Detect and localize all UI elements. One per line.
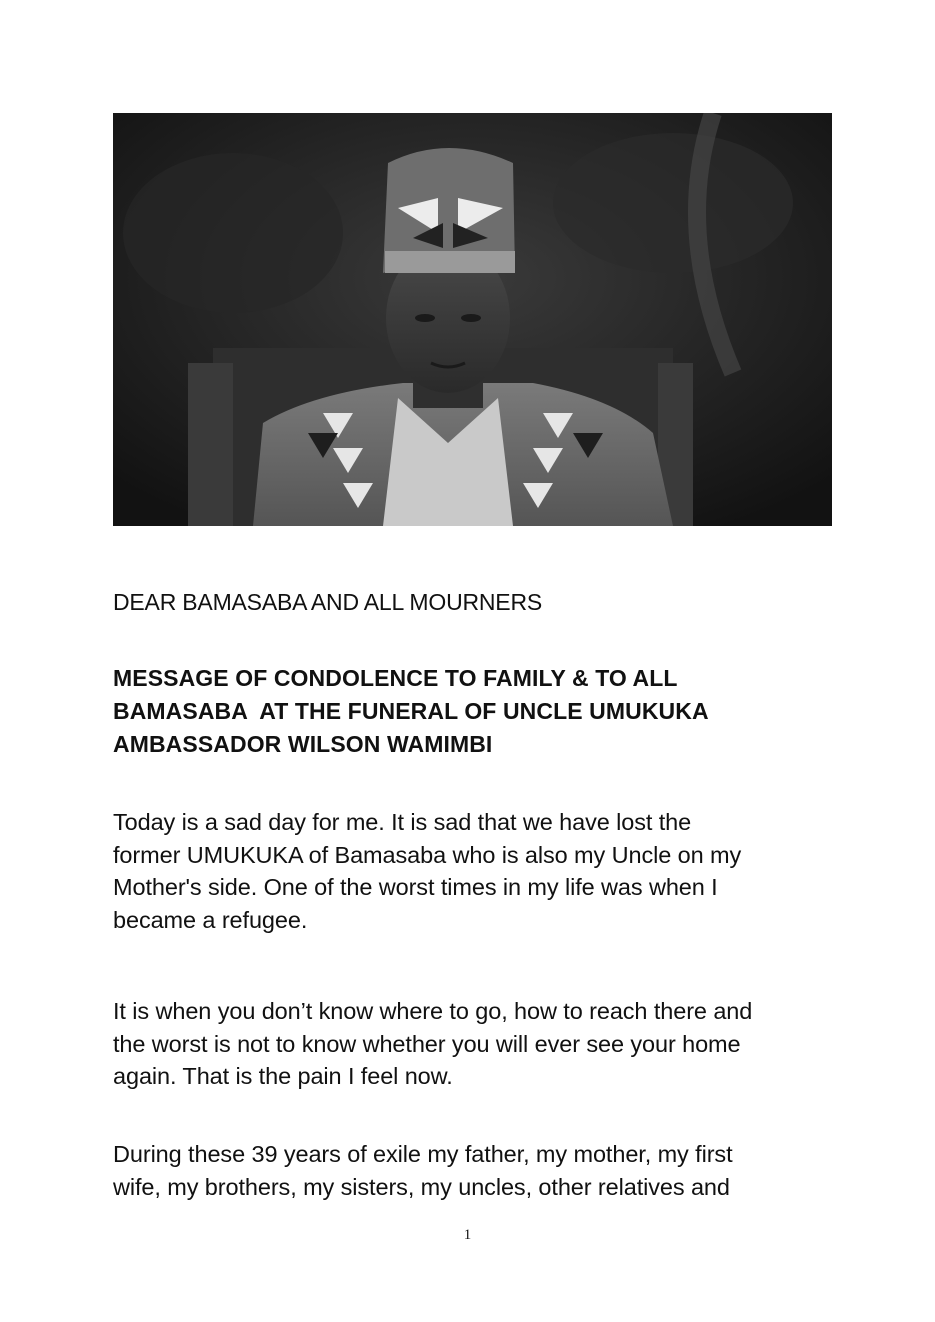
paragraph-refugee-pain [113, 995, 833, 1093]
paragraph-line: wife, my brothers, my sisters, my uncles, other relatives and [113, 1173, 730, 1200]
paragraph-line: Today is a sad day for me. It is sad that we have lost the [113, 809, 692, 835]
paragraph-line: again. That is the pain I feel now. [113, 1063, 453, 1089]
condolence-heading [113, 662, 833, 761]
paragraph-line: Mother's side. One of the worst times in my life was when I [113, 874, 718, 900]
heading-line: MESSAGE OF CONDOLENCE TO FAMILY & TO ALL [113, 665, 678, 691]
paragraph-sad-day [113, 806, 833, 936]
portrait-image [113, 113, 832, 526]
greeting-line: DEAR BAMASABA AND ALL MOURNERS [113, 589, 543, 615]
paragraph-line: the worst is not to know whether you will ever see your home [113, 1030, 741, 1057]
heading-line: BAMASABA AT THE FUNERAL OF UNCLE UMUKUKA [113, 698, 709, 724]
heading-line: AMBASSADOR WILSON WAMIMBI [113, 731, 493, 757]
paragraph-line: became a refugee. [113, 906, 308, 933]
paragraph-exile [113, 1138, 833, 1203]
portrait-photo [113, 113, 832, 526]
page-number: 1 [463, 1227, 472, 1243]
paragraph-line: During these 39 years of exile my father, my mother, my first [113, 1141, 733, 1167]
paragraph-line: former UMUKUKA of Bamasaba who is also my Uncle on my [113, 841, 742, 868]
paragraph-line: It is when you don’t know where to go, how to reach there and [113, 998, 753, 1024]
